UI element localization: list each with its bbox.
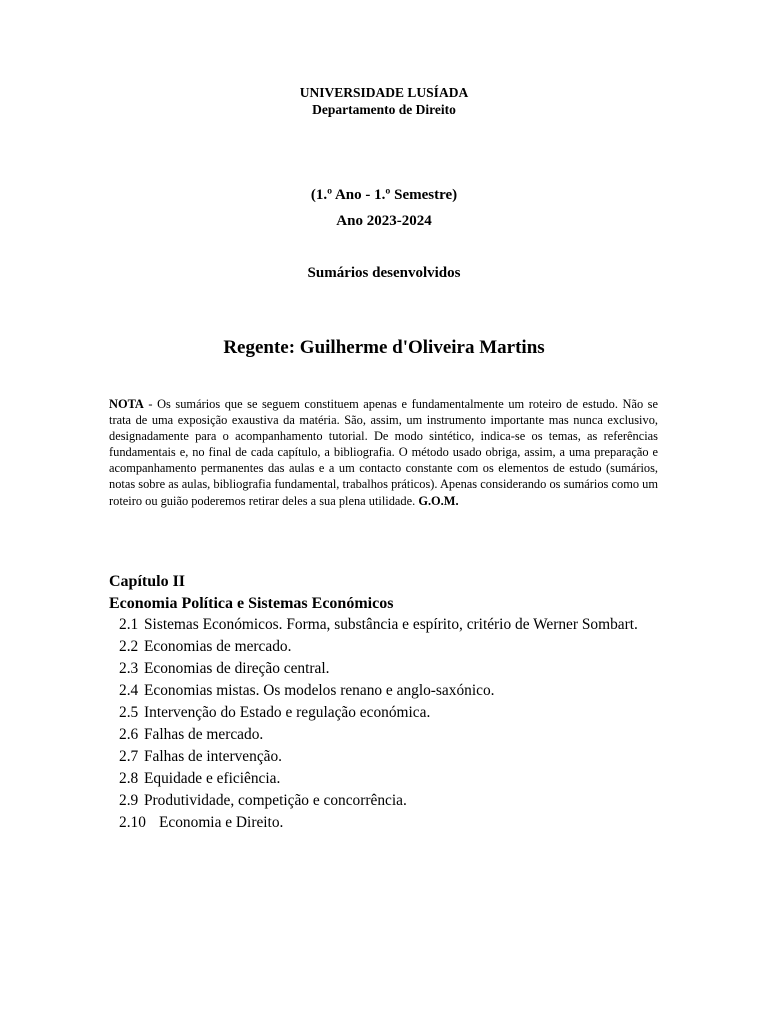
item-number: 2.8 (119, 770, 139, 787)
item-number: 2.10 (119, 814, 146, 831)
list-item (119, 680, 659, 702)
chapter-items-list (119, 614, 659, 834)
item-text: Economias de mercado. (144, 638, 292, 655)
chapter-title: Economia Política e Sistemas Económicos (109, 595, 394, 612)
item-text: Equidade e eficiência. (144, 770, 281, 787)
list-item (119, 724, 659, 746)
item-number: 2.9 (119, 792, 139, 809)
item-text: Produtividade, competição e concorrência. (144, 792, 407, 809)
item-number: 2.3 (119, 660, 139, 677)
list-item (119, 768, 659, 790)
chapter-heading (109, 571, 393, 615)
item-number: 2.5 (119, 704, 139, 721)
item-text: Economias mistas. Os modelos renano e anglo-saxónico. (144, 682, 495, 699)
item-number: 2.6 (119, 726, 139, 743)
institution-header (0, 84, 768, 118)
list-item (119, 746, 659, 768)
academic-year: Ano 2023-2024 (336, 213, 432, 229)
nota-label: NOTA (109, 397, 144, 411)
item-number: 2.7 (119, 748, 139, 765)
nota-text: - Os sumários que se seguem constituem apenas e fundamentalmente um roteiro de estudo. Não se trata de uma exposição exaustiva da matéria. São, assim, um instrumento importante mas nunca exclusivo, designadamente para o acompanhamento tutorial. De modo sintético, indica-se os temas, as referências fundamentais e, no final de cada capítulo, a bibliografia. O método usado obriga, assim, a uma preparação e acompanhamento permanentes das aulas e a um contacto constante com os elementos de estudo (sumários, notas sobre as aulas, bibliografia fundamental, trabalhos práticos). Apenas considerando os sumários como um roteiro ou guião poderemos retirar deles a sua plena utilidade. (109, 397, 658, 508)
year-semester: (1.º Ano - 1.º Semestre) (310, 187, 458, 203)
regente-line: Regente: Guilherme d'Oliveira Martins (223, 337, 545, 358)
item-text: Intervenção do Estado e regulação económica. (144, 704, 431, 721)
course-info (0, 182, 768, 234)
document-subtitle: Sumários desenvolvidos (307, 265, 461, 281)
nota-paragraph (109, 396, 658, 509)
item-text: Falhas de intervenção. (144, 748, 283, 765)
list-item (119, 812, 659, 834)
list-item (119, 702, 659, 724)
list-item (119, 614, 659, 636)
list-item (119, 636, 659, 658)
item-number: 2.4 (119, 682, 139, 699)
list-item (119, 790, 659, 812)
chapter-number: Capítulo II (109, 573, 186, 590)
university-name: UNIVERSIDADE LUSÍADA (299, 85, 469, 100)
item-text: Economia e Direito. (159, 814, 284, 831)
item-number: 2.1 (119, 616, 139, 633)
item-text: Economias de direção central. (144, 660, 330, 677)
item-text: Sistemas Económicos. Forma, substância e espírito, critério de Werner Sombart. (144, 616, 638, 633)
department-name: Departamento de Direito (312, 102, 456, 117)
item-number: 2.2 (119, 638, 139, 655)
item-text: Falhas de mercado. (144, 726, 264, 743)
nota-signature: G.O.M. (418, 493, 459, 508)
list-item (119, 658, 659, 680)
